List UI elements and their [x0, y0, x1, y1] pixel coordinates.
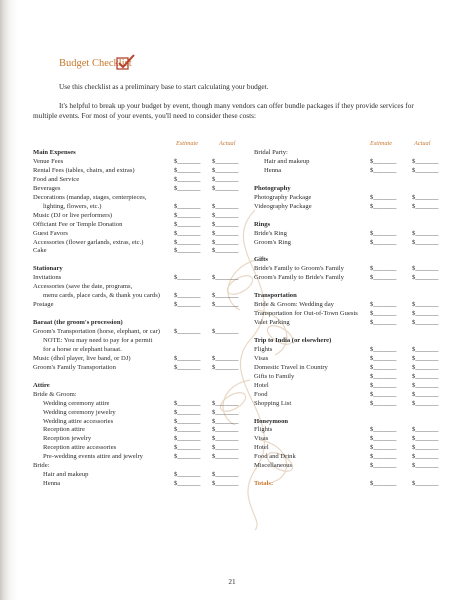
- estimate-field[interactable]: $_______: [174, 175, 201, 183]
- actual-field[interactable]: $_______: [412, 157, 439, 165]
- estimate-field[interactable]: $_______: [174, 444, 201, 452]
- actual-field[interactable]: $_______: [212, 408, 239, 416]
- actual-field[interactable]: $_______: [212, 444, 239, 452]
- actual-field[interactable]: $_______: [212, 328, 239, 335]
- item-label: Food: [254, 390, 268, 398]
- actual-field[interactable]: $_______: [412, 462, 439, 470]
- description-text: It's helpful to break up your budget by event, though many vendors can offer bundle packages if they provide services for multiple events. For most of your events, you'll need to consider these costs:: [33, 101, 414, 120]
- actual-field[interactable]: $_______: [412, 301, 439, 309]
- estimate-field[interactable]: $_______: [370, 435, 397, 443]
- item-label: Henna: [43, 480, 61, 488]
- item-label: Beverages: [33, 184, 61, 192]
- item-label: Valet Parking: [254, 319, 290, 327]
- estimate-field[interactable]: $_______: [370, 354, 397, 362]
- estimate-field[interactable]: $_______: [174, 157, 201, 165]
- item-label: Cake: [33, 247, 47, 255]
- item-label: Postage: [33, 301, 54, 309]
- actual-field[interactable]: $_______: [412, 319, 439, 327]
- actual-field[interactable]: $_______: [412, 435, 439, 443]
- actual-field[interactable]: $_______: [212, 202, 239, 210]
- estimate-field[interactable]: $_______: [174, 292, 201, 300]
- estimate-field[interactable]: $_______: [174, 408, 201, 416]
- estimate-field[interactable]: $_______: [370, 265, 397, 273]
- item-label: Hair and makeup: [43, 471, 89, 479]
- actual-field[interactable]: $_______: [412, 354, 439, 362]
- estimate-header-left: Estimate: [176, 140, 199, 147]
- item-label: Officiant Fee or Temple Donation: [33, 220, 123, 228]
- estimate-field[interactable]: $_______: [174, 220, 201, 228]
- estimate-header-right: Estimate: [370, 140, 393, 147]
- estimate-field[interactable]: $_______: [174, 471, 201, 479]
- estimate-field[interactable]: $_______: [174, 301, 201, 309]
- actual-field[interactable]: $_______: [412, 363, 439, 371]
- estimate-field[interactable]: $_______: [370, 193, 397, 201]
- estimate-field[interactable]: $_______: [370, 202, 397, 210]
- actual-header-left: Actual: [219, 140, 236, 147]
- estimate-field[interactable]: $_______: [370, 157, 397, 165]
- item-label: Reception attire accessories: [43, 444, 117, 452]
- actual-field[interactable]: $_______: [412, 381, 439, 389]
- actual-field[interactable]: $_______: [412, 453, 439, 461]
- estimate-field[interactable]: $_______: [370, 462, 397, 470]
- item-label: Photography Package: [254, 193, 312, 201]
- item-label: Gifts to Family: [254, 372, 295, 380]
- actual-field[interactable]: $_______: [212, 220, 239, 228]
- actual-field[interactable]: $_______: [412, 193, 439, 201]
- estimate-field[interactable]: $_______: [370, 319, 397, 327]
- actual-field[interactable]: $_______: [212, 274, 239, 282]
- actual-field[interactable]: $_______: [212, 238, 239, 246]
- estimate-field[interactable]: $_______: [370, 363, 397, 371]
- estimate-field[interactable]: $_______: [370, 310, 397, 318]
- estimate-field[interactable]: $_______: [370, 274, 397, 282]
- item-label: Music (dhol player, live band, or DJ): [33, 354, 131, 362]
- estimate-field[interactable]: $_______: [370, 480, 397, 488]
- estimate-field[interactable]: $_______: [370, 444, 397, 452]
- item-label: NOTE: You may need to pay for a permit: [43, 336, 153, 344]
- actual-field[interactable]: $_______: [212, 229, 239, 237]
- actual-field[interactable]: $_______: [212, 166, 239, 174]
- item-label: for a horse or elephant baraat.: [43, 345, 122, 353]
- estimate-field[interactable]: $_______: [174, 480, 201, 488]
- section-heading: Trip to India (or elsewhere): [254, 336, 332, 344]
- actual-field[interactable]: $_______: [212, 471, 239, 479]
- estimate-field[interactable]: $_______: [370, 453, 397, 461]
- item-label: Visas: [254, 354, 269, 362]
- item-label: Rental Fees (tables, chairs, and extras): [33, 166, 135, 174]
- item-label: Groom's Ring: [254, 238, 291, 246]
- actual-field[interactable]: $_______: [412, 345, 439, 353]
- item-label: lighting, flowers, etc.): [43, 202, 102, 210]
- item-label: Wedding attire accessories: [43, 417, 114, 425]
- item-label: Food and Drink: [254, 453, 296, 461]
- item-label: Flights: [254, 426, 273, 434]
- actual-field[interactable]: $_______: [212, 363, 239, 371]
- actual-field[interactable]: $_______: [212, 157, 239, 165]
- item-label: Venue Fees: [33, 157, 64, 165]
- section-heading: Main Expenses: [33, 149, 76, 156]
- estimate-field[interactable]: $_______: [174, 328, 201, 335]
- actual-field[interactable]: $_______: [212, 301, 239, 309]
- item-label: Groom's Transportation (horse, elephant, or car): [33, 328, 160, 335]
- estimate-field[interactable]: $_______: [370, 345, 397, 353]
- actual-field[interactable]: $_______: [412, 202, 439, 210]
- actual-field[interactable]: $_______: [212, 480, 239, 488]
- intro-text: Use this checklist as a preliminary base to start calculating your budget.: [59, 82, 269, 91]
- actual-header-right: Actual: [414, 140, 431, 147]
- estimate-field[interactable]: $_______: [174, 453, 201, 461]
- item-label: Guest Favors: [33, 229, 68, 237]
- item-label: Decorations (mandap, stages, centerpieces,: [33, 193, 147, 201]
- estimate-field[interactable]: $_______: [370, 166, 397, 174]
- actual-field[interactable]: $_______: [412, 444, 439, 452]
- item-label: Videography Package: [254, 202, 312, 210]
- actual-field[interactable]: $_______: [212, 435, 239, 443]
- item-label: Hotel: [254, 381, 269, 389]
- item-label: Invitations: [33, 274, 62, 282]
- estimate-field[interactable]: $_______: [174, 229, 201, 237]
- estimate-field[interactable]: $_______: [370, 372, 397, 380]
- estimate-field[interactable]: $_______: [174, 166, 201, 174]
- estimate-field[interactable]: $_______: [174, 399, 201, 407]
- item-label: Groom's Family Transportation: [33, 363, 116, 371]
- item-label: Domestic Travel in Country: [254, 363, 328, 371]
- actual-field[interactable]: $_______: [412, 372, 439, 380]
- estimate-field[interactable]: $_______: [174, 211, 201, 219]
- item-label: Henna: [264, 166, 282, 174]
- item-label: Transportation for Out-of-Town Guests: [254, 310, 358, 318]
- actual-field[interactable]: $_______: [412, 166, 439, 174]
- item-label: Groom's Family to Bride's Family: [254, 274, 344, 282]
- actual-field[interactable]: $_______: [212, 211, 239, 219]
- estimate-field[interactable]: $_______: [174, 435, 201, 443]
- item-label: Visas: [254, 435, 269, 443]
- item-label: Music (DJ or live performers): [33, 211, 113, 219]
- section-heading: Gifts: [254, 256, 268, 264]
- actual-field[interactable]: $_______: [412, 480, 439, 488]
- section-heading: Honeymoon: [254, 417, 289, 425]
- item-label: Wedding ceremony jewelry: [43, 408, 116, 416]
- item-label: Wedding ceremony attire: [43, 399, 110, 407]
- item-label: Pre-wedding events attire and jewelry: [43, 453, 143, 461]
- estimate-field[interactable]: $_______: [370, 381, 397, 389]
- item-label: Bride & Groom:: [33, 390, 77, 398]
- estimate-field[interactable]: $_______: [174, 238, 201, 246]
- actual-field[interactable]: $_______: [412, 399, 439, 407]
- estimate-field[interactable]: $_______: [370, 426, 397, 434]
- estimate-field[interactable]: $_______: [370, 390, 397, 398]
- item-label: Food and Service: [33, 175, 80, 183]
- item-label: Bride & Groom: Wedding day: [254, 301, 334, 309]
- section-heading: Photography: [254, 184, 291, 192]
- actual-field[interactable]: $_______: [212, 453, 239, 461]
- item-label: Bride's Ring: [254, 229, 287, 237]
- actual-field[interactable]: $_______: [212, 354, 239, 362]
- item-label: Accessories (flower garlands, extras, etc.): [33, 238, 144, 246]
- item-label: Hotel: [254, 444, 269, 452]
- actual-field[interactable]: $_______: [212, 417, 239, 425]
- estimate-field[interactable]: $_______: [174, 363, 201, 371]
- estimate-field[interactable]: $_______: [174, 417, 201, 425]
- actual-field[interactable]: $_______: [212, 175, 239, 183]
- actual-field[interactable]: $_______: [212, 292, 239, 300]
- actual-field[interactable]: $_______: [412, 426, 439, 434]
- item-label: Reception jewelry: [43, 435, 92, 443]
- estimate-field[interactable]: $_______: [370, 399, 397, 407]
- estimate-field[interactable]: $_______: [174, 184, 201, 192]
- item-label: Bride:: [33, 462, 50, 470]
- page-title: Budget Checklist: [59, 58, 132, 69]
- estimate-field[interactable]: $_______: [370, 301, 397, 309]
- item-label: Miscellaneous: [254, 462, 293, 470]
- item-label: Flights: [254, 345, 273, 353]
- actual-field[interactable]: $_______: [412, 238, 439, 246]
- estimate-field[interactable]: $_______: [174, 247, 201, 255]
- estimate-field[interactable]: $_______: [174, 274, 201, 282]
- actual-field[interactable]: $_______: [412, 310, 439, 318]
- page-number: 21: [228, 577, 236, 586]
- actual-field[interactable]: $_______: [412, 390, 439, 398]
- item-label: Bride's Family to Groom's Family: [254, 265, 344, 273]
- section-heading: Attire: [33, 381, 50, 389]
- checkbox-check-icon: [116, 54, 136, 71]
- actual-field[interactable]: $_______: [412, 274, 439, 282]
- item-label: menu cards, place cards, & thank you cards): [43, 292, 160, 300]
- estimate-field[interactable]: $_______: [174, 354, 201, 362]
- section-heading: Stationary: [33, 265, 63, 273]
- estimate-field[interactable]: $_______: [370, 229, 397, 237]
- actual-field[interactable]: $_______: [212, 247, 239, 255]
- item-label: Hair and makeup: [264, 157, 310, 165]
- section-heading: Totals:: [254, 480, 274, 488]
- estimate-field[interactable]: $_______: [370, 238, 397, 246]
- item-label: Reception attire: [43, 426, 85, 434]
- estimate-field[interactable]: $_______: [174, 426, 201, 434]
- actual-field[interactable]: $_______: [412, 229, 439, 237]
- item-label: Bridal Party:: [254, 149, 288, 156]
- item-label: Accessories (save the date, programs,: [33, 283, 133, 291]
- actual-field[interactable]: $_______: [212, 399, 239, 407]
- actual-field[interactable]: $_______: [212, 184, 239, 192]
- item-label: Shopping List: [254, 399, 292, 407]
- actual-field[interactable]: $_______: [212, 426, 239, 434]
- estimate-field[interactable]: $_______: [174, 202, 201, 210]
- actual-field[interactable]: $_______: [412, 265, 439, 273]
- section-heading: Transportation: [254, 292, 297, 300]
- section-heading: Rings: [254, 220, 271, 228]
- section-heading: Baraat (the groom's procession): [33, 319, 123, 327]
